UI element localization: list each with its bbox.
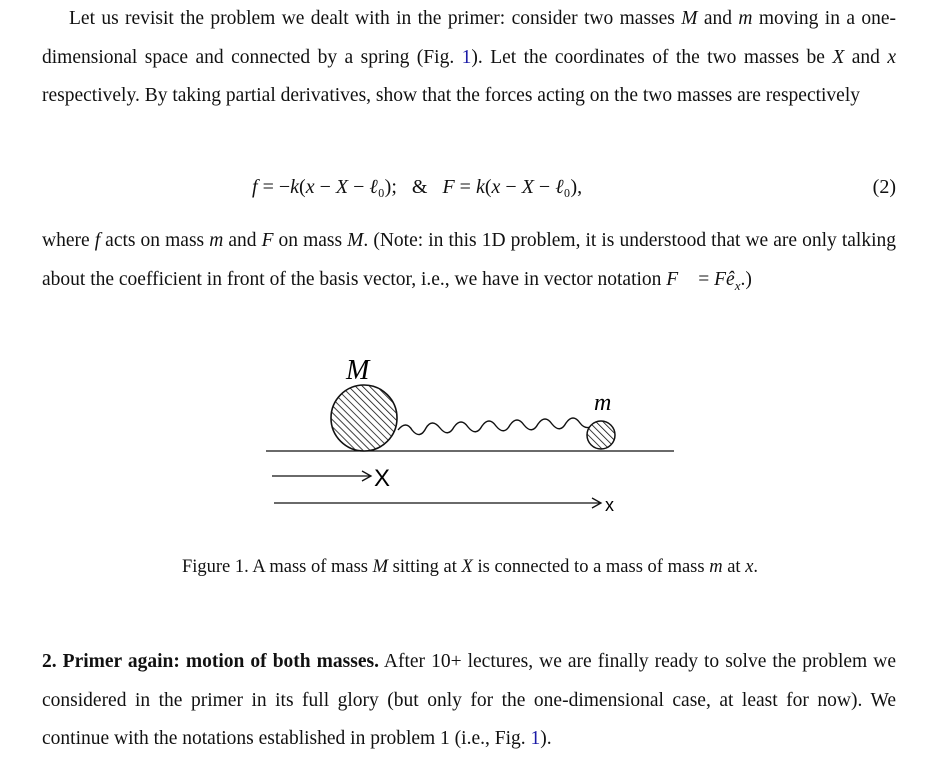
label-M: M: [346, 355, 370, 386]
equation-body: f = −k(x − X − ℓ₀); & F = k(x − X − ℓ₀),: [252, 176, 583, 198]
small-mass-m: [580, 414, 622, 456]
equation-number: (2): [872, 176, 896, 198]
big-mass-M: [320, 378, 410, 468]
spring-icon: [398, 418, 594, 435]
figure-link[interactable]: 1: [461, 46, 472, 68]
figure-link[interactable]: 1: [530, 728, 541, 749]
math-M: M: [681, 8, 698, 29]
problem-heading: 2. Primer again: motion of both masses.: [42, 651, 379, 672]
math-X: X: [832, 46, 845, 68]
vector-F: F⃗: [666, 268, 694, 290]
paragraph-note: where f acts on mass m and F on mass M. (Note: in this 1D problem, it is understood that we are only talking about the coefficient in front of the basis vector, i.e., we have in vector notation F⃗ = $Fê_x$.): [42, 230, 897, 293]
math-x: x: [887, 46, 897, 68]
paragraph-problem-2: 2. Primer again: motion of both masses. After 10+ lectures, we are finally ready to solve the problem we considered in the primer in its full glory (but only for the one-dimensional case, at least for now). We continue with the notations established in problem 1 (i.e., Fig. 1).: [42, 651, 896, 749]
label-m: m: [594, 390, 612, 416]
math-m: m: [738, 8, 753, 29]
spring-mass-figure: [260, 348, 680, 523]
figure-caption: Figure 1. A mass of mass M sitting at X is connected to a mass of mass m at x.: [181, 557, 759, 577]
paragraph-intro: Let us revisit the problem we dealt with in the primer: consider two masses M and m moving in a one-dimensional space and connected by a spring (Fig. 1). Let the coordinates of the two masses be X and x respectively. By taking partial derivatives, show that the forces acting on the two masses are respectively: [42, 8, 897, 106]
equation-2: [0, 172, 940, 208]
label-X: X: [374, 465, 391, 492]
unit-vector: ê: [726, 268, 735, 290]
label-x: x: [605, 495, 614, 515]
